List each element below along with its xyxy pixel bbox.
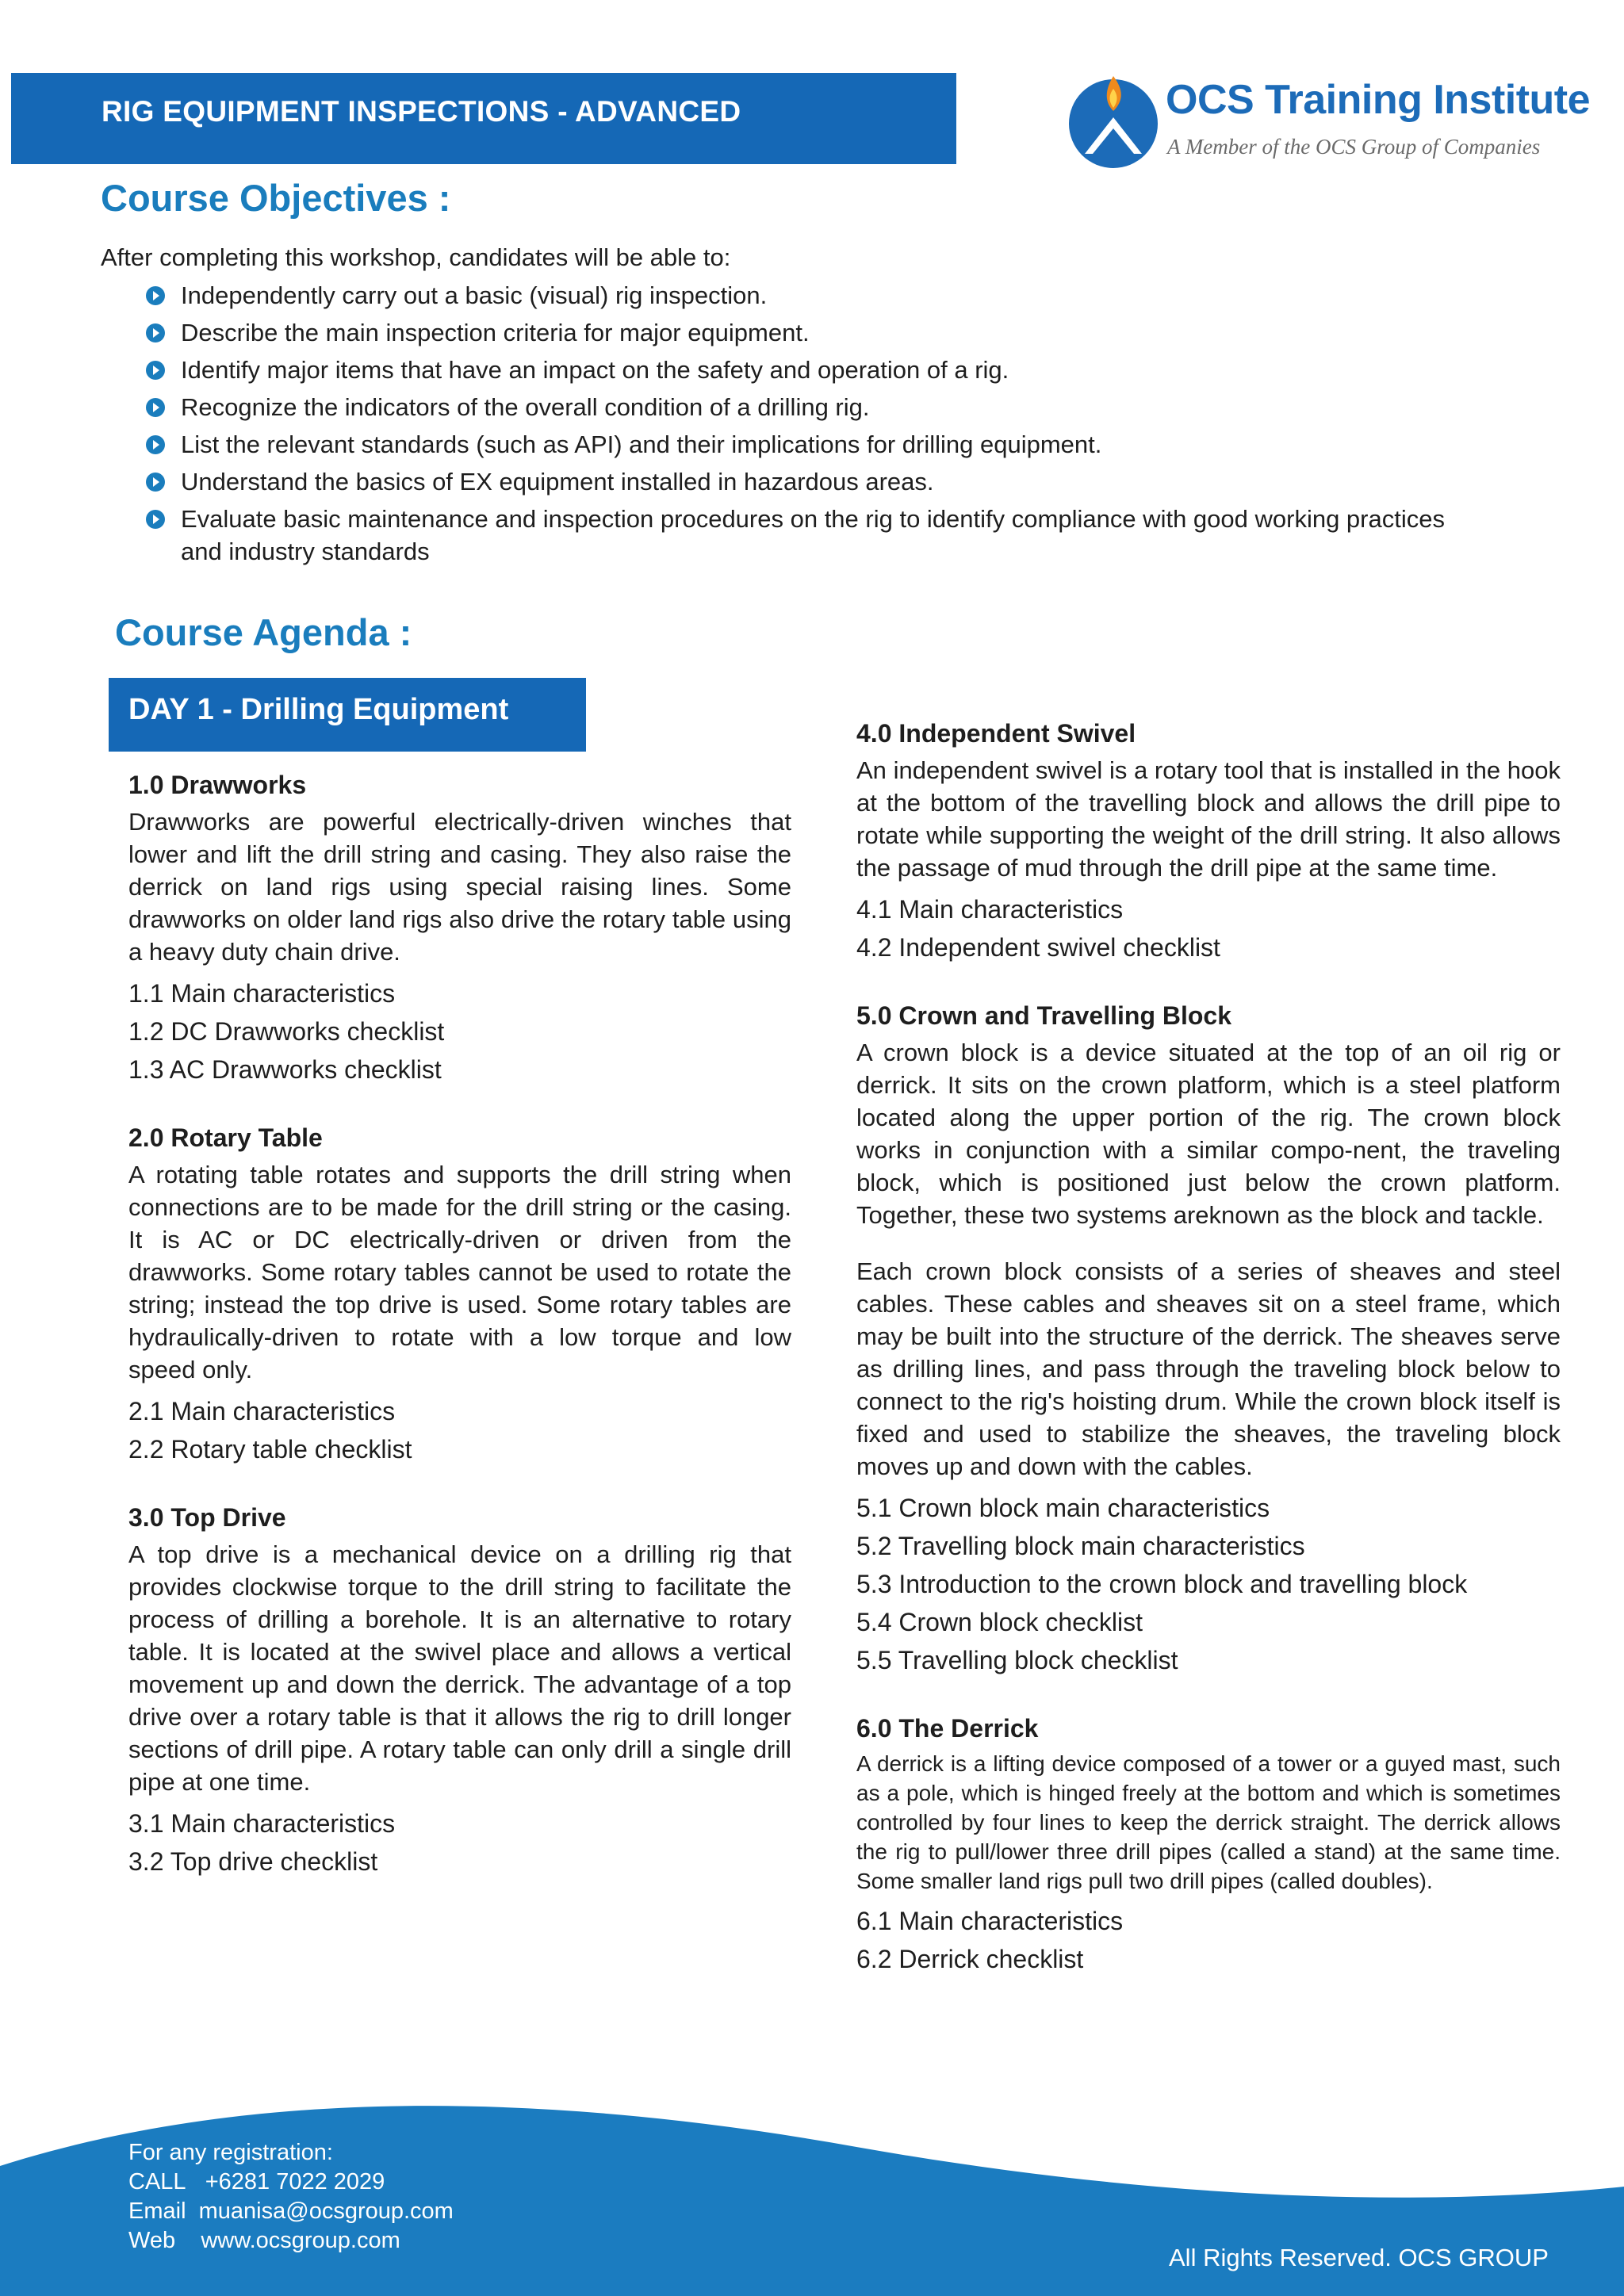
section-title: 1.0 Drawworks bbox=[128, 771, 307, 799]
agenda-section-crown-block bbox=[856, 1000, 1561, 1679]
bullet-arrow-icon bbox=[146, 398, 165, 417]
bullet-arrow-icon bbox=[146, 510, 165, 529]
document-title: RIG EQUIPMENT INSPECTIONS - ADVANCED bbox=[102, 95, 741, 128]
logo-name: OCS Training Institute bbox=[1166, 77, 1591, 123]
topic-item: 5.2 Travelling block main characteristics bbox=[856, 1532, 1305, 1560]
section-body: A derrick is a lifting device composed of a tower or a guyed mast, such as a pole, which is hinged freely at the bottom and which is sometimes controlled by four lines to keep the derrick straight. The derrick allows the rig to pull/lower three drill pipes (called a stand) at the same time. Some smaller land rigs pull two drill pipes (called doubles). bbox=[856, 1751, 1561, 1893]
section-body: An independent swivel is a rotary tool that is installed in the hook at the bottom of the travelling block and allows the drill pipe to rotate while supporting the weight of the drill string. It also allows the passage of mud through the drill pipe at the same time. bbox=[856, 756, 1561, 882]
bullet-arrow-icon bbox=[146, 286, 165, 305]
objective-text: Understand the basics of EX equipment installed in hazardous areas. bbox=[181, 468, 934, 496]
objective-item bbox=[146, 391, 1446, 423]
topic-item: 1.2 DC Drawworks checklist bbox=[128, 1017, 445, 1046]
objective-item bbox=[146, 428, 1446, 461]
topic-item: 5.5 Travelling block checklist bbox=[856, 1646, 1178, 1674]
email-address[interactable]: muanisa@ocsgroup.com bbox=[198, 2198, 454, 2224]
section-topics bbox=[128, 974, 791, 1089]
section-body: A top drive is a mechanical device on a drilling rig that provides clockwise torque to the drill string to facilitate the process of drilling a borehole. It is an alternative to rotary table. It is located at the swivel place and allows a vertical movement up and down the derrick. The advantage of a top drive over a rotary table is that it allows the rig to drill longer sections of drill pipe. A rotary table can only drill a single drill pipe at one time. bbox=[128, 1540, 791, 1796]
section-title: 3.0 Top Drive bbox=[128, 1503, 286, 1532]
objective-item bbox=[146, 503, 1446, 568]
agenda-section-derrick bbox=[856, 1712, 1561, 1978]
agenda-heading: Course Agenda : bbox=[115, 611, 412, 653]
topic-item: 5.1 Crown block main characteristics bbox=[856, 1494, 1270, 1522]
call-label: CALL bbox=[128, 2169, 186, 2195]
topic-item: 1.3 AC Drawworks checklist bbox=[128, 1055, 442, 1084]
topic-item: 6.2 Derrick checklist bbox=[856, 1945, 1084, 1973]
bullet-arrow-icon bbox=[146, 361, 165, 380]
agenda-section-rotary-table bbox=[128, 1122, 791, 1468]
website-link[interactable]: www.ocsgroup.com bbox=[201, 2228, 400, 2253]
objective-text: Recognize the indicators of the overall condition of a drilling rig. bbox=[181, 393, 870, 421]
topic-item: 1.1 Main characteristics bbox=[128, 979, 396, 1008]
objective-item bbox=[146, 354, 1446, 386]
bullet-arrow-icon bbox=[146, 473, 165, 492]
flame-logo-icon bbox=[1061, 68, 1166, 173]
web-label: Web bbox=[128, 2228, 176, 2253]
agenda-section-independent-swivel bbox=[856, 718, 1561, 966]
section-topics bbox=[856, 1902, 1561, 1978]
section-topics bbox=[128, 1804, 791, 1881]
objective-item bbox=[146, 279, 1446, 312]
section-body: A rotating table rotates and supports the drill string when connections are to be made for the drill string or the casing. It is AC or DC electrically-driven or driven from the drawworks. Some rotary tables cannot be used to rotate the string; instead the top drive is used. Some rotary tables are hydraulically-driven to rotate with a low torque and low speed only. bbox=[128, 1161, 791, 1383]
footer-contact bbox=[128, 2138, 454, 2256]
topic-item: 2.1 Main characteristics bbox=[128, 1397, 396, 1425]
company-logo bbox=[1045, 57, 1591, 184]
call-line bbox=[128, 2168, 454, 2197]
day-title: DAY 1 - Drilling Equipment bbox=[128, 693, 509, 726]
objectives-heading: Course Objectives : bbox=[101, 177, 451, 219]
section-body-continued: Each crown block consists of a series of sheaves and steel cables. These cables and sheaves sit on a steel frame, which may be built into the structure of the derrick. The sheaves serve as drilling lines, and pass through the traveling block below to connect to the rig's hoisting drum. While the crown block itself is fixed and used to stabilize the sheaves, the traveling block moves up and down with the cables. bbox=[856, 1257, 1561, 1480]
copyright-notice: All Rights Reserved. OCS GROUP bbox=[1169, 2244, 1549, 2271]
objectives-list bbox=[146, 279, 1446, 572]
objective-text: List the relevant standards (such as API) and their implications for drilling equipment. bbox=[181, 430, 1102, 458]
topic-item: 3.1 Main characteristics bbox=[128, 1809, 396, 1838]
agenda-left-column bbox=[128, 769, 791, 1914]
objective-item bbox=[146, 316, 1446, 349]
objectives-intro: After completing this workshop, candidates will be able to: bbox=[101, 243, 731, 271]
section-topics bbox=[856, 890, 1561, 966]
topic-item: 2.2 Rotary table checklist bbox=[128, 1435, 412, 1464]
agenda-section-drawworks bbox=[128, 769, 791, 1089]
objective-text: Describe the main inspection criteria for major equipment. bbox=[181, 319, 810, 346]
topic-item: 3.2 Top drive checklist bbox=[128, 1847, 378, 1876]
call-number[interactable]: +6281 7022 2029 bbox=[205, 2169, 385, 2195]
email-label: Email bbox=[128, 2198, 186, 2224]
section-title: 2.0 Rotary Table bbox=[128, 1123, 323, 1152]
agenda-section-top-drive bbox=[128, 1502, 791, 1881]
section-title: 6.0 The Derrick bbox=[856, 1714, 1039, 1743]
topic-item: 5.3 Introduction to the crown block and travelling block bbox=[856, 1570, 1468, 1598]
section-body: Drawworks are powerful electrically-driven winches that lower and lift the drill string and casing. They also raise the derrick on land rigs using special raising lines. Some drawworks on older land rigs also drive the rotary table using a heavy duty chain drive. bbox=[128, 808, 791, 966]
bullet-arrow-icon bbox=[146, 323, 165, 342]
objective-item bbox=[146, 465, 1446, 498]
objective-text: Evaluate basic maintenance and inspection procedures on the rig to identify compliance with good working practices and industry standards bbox=[181, 505, 1445, 565]
objective-text: Identify major items that have an impact on the safety and operation of a rig. bbox=[181, 356, 1009, 384]
agenda-right-column bbox=[856, 718, 1561, 2011]
section-topics bbox=[128, 1392, 791, 1468]
objective-text: Independently carry out a basic (visual) rig inspection. bbox=[181, 281, 768, 309]
bullet-arrow-icon bbox=[146, 435, 165, 454]
topic-item: 4.1 Main characteristics bbox=[856, 895, 1124, 924]
email-line bbox=[128, 2197, 454, 2226]
topic-item: 5.4 Crown block checklist bbox=[856, 1608, 1143, 1636]
section-title: 4.0 Independent Swivel bbox=[856, 719, 1136, 748]
topic-item: 6.1 Main characteristics bbox=[856, 1907, 1124, 1935]
section-topics bbox=[856, 1489, 1561, 1679]
logo-tagline: A Member of the OCS Group of Companies bbox=[1167, 135, 1541, 159]
topic-item: 4.2 Independent swivel checklist bbox=[856, 933, 1220, 962]
web-line bbox=[128, 2226, 454, 2256]
section-body: A crown block is a device situated at the top of an oil rig or derrick. It sits on the crown platform, which is a steel platform located along the upper portion of the rig. The crown block works in conjunction with a similar compo-nent, the traveling block, which is positioned just below the crown platform. Together, these two systems areknown as the block and tackle. bbox=[856, 1039, 1561, 1229]
section-title: 5.0 Crown and Travelling Block bbox=[856, 1001, 1232, 1030]
registration-label: For any registration: bbox=[128, 2140, 333, 2165]
